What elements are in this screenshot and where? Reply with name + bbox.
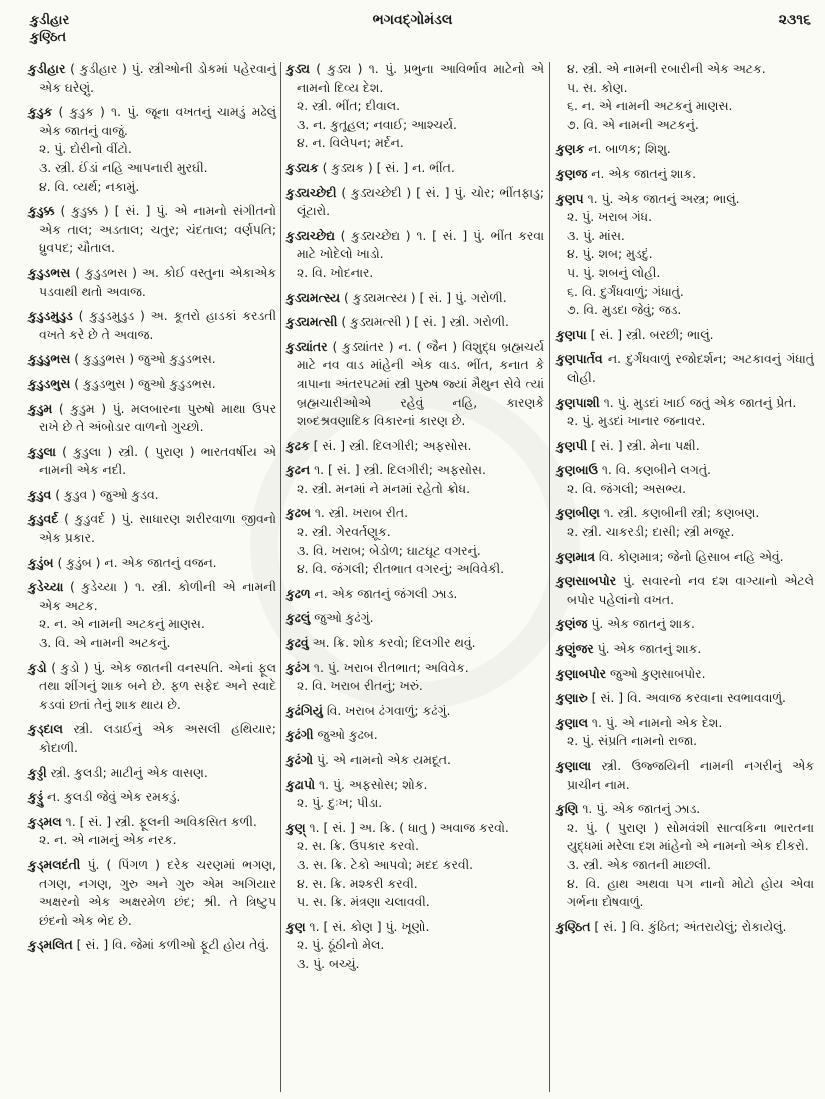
entry-main — [28, 813, 276, 832]
headword: કુણક — [556, 141, 585, 157]
headword: કુડુવર્દ — [28, 511, 59, 527]
headword: કુડ્દાલ — [28, 721, 63, 737]
definition: ૧. પું. એ નામનો એક દેશ. — [591, 714, 723, 730]
definition: ૧. પું. એક જાતનું અસ્ત્ર; ભાલું. — [587, 190, 740, 206]
definition: ( કુડુક ) ૧. પું. જૂના વખતનું ચામડું મઢેલું એક જાતનું વાજું. — [39, 104, 276, 138]
headword: કુણુંજર — [556, 641, 594, 657]
definition: જુઓ કુણસાબપોર. — [610, 665, 706, 681]
definition: [ સં. ] વિ. જેમાં કળીઓ ફૂટી હોય તેવું. — [76, 937, 270, 953]
definition: ( કુડ્યચ્છેદ્ય ) ૧. [ સં. ] પું. ભીંત કરવા માટે ખોદેલો ખાડો. — [297, 227, 544, 262]
dictionary-entry — [556, 757, 814, 794]
headword: કુણબીણ — [556, 505, 600, 521]
definition: પું. ( પિંગળ ) દરેક ચરણમાં ભગણ, તગણ, નગણ, ગુરુ અને ગુરુ એમ અગિયાર અક્ષરનો એક અક્ષરમેળ છંદ; શ્રી. તે ત્રિષ્ટુપ છંદનો એક ભેદ છે. — [39, 856, 276, 928]
sense-line: ૨. સ. ક્રિ. ઉપકાર કરવો. — [297, 838, 419, 854]
definition: ૧. [ સં. ] સ્ત્રી. દિલગીરી; અફસોસ. — [314, 462, 486, 478]
headword: કુડેચ્યા — [28, 579, 64, 595]
headword: કુડુડુભસ — [28, 351, 71, 367]
sense-line: ૪. વિ. હાથ અથવા પગ નાનો મોટો હોય એવા ગર્ભના દોષવાળું. — [567, 875, 814, 910]
headword: કુડ્યક — [286, 159, 319, 175]
dictionary-entry — [556, 190, 814, 320]
definition: ( કુડુલા ) સ્ત્રી. ( પુરાણ ) ભારતવર્ષીય એ નામની એક નદી. — [39, 443, 276, 478]
dictionary-entry — [286, 776, 544, 813]
entry-main — [556, 640, 814, 659]
page-header — [0, 12, 825, 52]
definition: ૧. પું. એક જાતનું ઝાડ. — [582, 801, 701, 817]
headword: કુઢંગી — [286, 727, 314, 743]
headword: કુણાલ — [556, 714, 588, 730]
headword: કુણ્ઠિત — [556, 918, 591, 934]
entry-main — [286, 504, 544, 523]
entry-main — [556, 572, 814, 609]
headword: કુડ્યચ્છેદ્ય — [286, 227, 335, 243]
headword: કુણપાર્તવ — [556, 351, 603, 367]
headword: કુડુડભુસ — [28, 375, 71, 391]
definition: ( કુડીહાર ) પું. સ્ત્રીઓની ડોકમાં પહેરવાનું એક ઘરેણું. — [39, 61, 276, 95]
entry-main — [556, 689, 814, 708]
sense-line: ૪. ન. વિલેપન; મર્દન. — [297, 135, 404, 151]
entry-main — [28, 60, 276, 97]
headword: કુઢળ — [286, 585, 311, 601]
dictionary-entry — [286, 702, 544, 721]
headword: કુઢક — [286, 437, 310, 453]
definition: ૧. [ સં. ] અ. ક્રિ. ( ધાતુ ) અવાજ કરવો. — [309, 819, 509, 835]
headword: કુણજ — [556, 165, 588, 181]
sense-line: ૭. વિ. એ નામની અટકનું. — [567, 116, 699, 132]
headword: કુણપ — [556, 190, 584, 206]
definition: ( કુડુડભુસ ) જુઓ કુડુડભસ. — [74, 375, 216, 391]
dictionary-entry — [286, 159, 544, 178]
entry-main — [286, 702, 544, 721]
dictionary-entry — [556, 504, 814, 541]
definition: ૧. વિ. કણબીને લગતું. — [601, 462, 711, 478]
entry-main — [286, 227, 544, 264]
sense-line: ૪. વિ. વ્યર્થ; નકામું. — [39, 178, 140, 194]
dictionary-entry — [556, 918, 814, 937]
dictionary-entry — [286, 227, 544, 283]
entry-main — [286, 819, 544, 838]
entry-main — [556, 140, 814, 159]
definition: ૧. [ સં. કોણ ] પું. ખૂણો. — [309, 918, 430, 934]
entry-main — [286, 60, 544, 97]
headword: કુડ્ડું — [28, 789, 44, 805]
definition: ( કુડુડમુડુડ ) અ. કૂતરો હાડકાં કરડતી વખતે કરે છે તે અવાજ. — [39, 308, 276, 342]
definition: ( કુડુમ ) પું. મલબારના પુરુષો માથા ઉપર રાખે છે તે અંબોડાર વાળનો ગુચ્છો. — [39, 400, 276, 435]
headword: કુઢલું — [286, 610, 311, 626]
definition: અ. ક્રિ. શોક કરવો; દિલગીર થવું. — [312, 635, 476, 651]
definition: ૧. સ્ત્રી. ખરાબ રીત. — [314, 505, 409, 521]
entry-main — [556, 190, 814, 209]
dictionary-entry — [556, 326, 814, 345]
headword: કુડ્યચ્છેદી — [286, 184, 337, 200]
sense-line: ૩. વિ. એ નામની અટકનું. — [39, 635, 171, 651]
dictionary-entry — [286, 313, 544, 332]
entry-main — [556, 615, 814, 634]
headword: કુડ્મલદંતી — [28, 856, 81, 872]
dictionary-entry — [28, 720, 276, 757]
headword: કુણપાશી — [556, 394, 600, 410]
sense-line: ૩. સ. ક્રિ. ટેકો આપવો; મદદ કરવી. — [297, 856, 474, 872]
sense-line: ૭. વિ. મુડદા જેવું; જડ. — [567, 302, 682, 318]
entry-main — [286, 437, 544, 456]
dictionary-entry — [28, 764, 276, 783]
headword: કુડ્મલ — [28, 813, 62, 829]
definition: ( કુડ્યક ) [ સં. ] ન. ભીંત. — [322, 159, 455, 175]
sense-line: ૨. સ્ત્રી. ચાકરડી; દાસી; સ્ત્રી મજૂર. — [567, 524, 735, 540]
headword: કુણમાત્ર — [556, 548, 595, 564]
entry-main — [286, 289, 544, 308]
headword: કુણ્ — [286, 819, 306, 835]
dictionary-entry — [28, 103, 276, 196]
headword: કુડ્ય — [286, 61, 310, 76]
entry-main — [28, 307, 276, 344]
sense-line: ૩. પું. માંસ. — [567, 227, 625, 243]
entry-main — [286, 609, 544, 628]
page-number: ૨૩૧૬ — [778, 12, 811, 28]
dictionary-entry — [556, 548, 814, 567]
sense-line: ૨. સ્ત્રી. ભીંત; દીવાલ. — [297, 98, 401, 114]
definition: ન. દુર્ગંધવાળું રજોદર્શન; અટકાવનું ગંધાતું લોહી. — [567, 351, 814, 385]
sense-line: ૫. સ. ક્રિ. મંત્રણા ચલાવવી. — [297, 894, 430, 910]
definition: ( કુડો ) પું. એક જાતની વનસ્પતિ. એનાં ફૂલ તથા શીંગનું શાક બને છે. ફળ સફેદ અને સ્વાદે કડવાં છતાં તેનું શાક થાય છે. — [39, 659, 276, 712]
definition: [ સં. ] સ્ત્રી. દિલગીરી; અફસોસ. — [313, 437, 472, 453]
dictionary-entry — [286, 609, 544, 628]
headword: કુઢંગો — [286, 752, 314, 767]
dictionary-entry — [556, 640, 814, 659]
sense-line: ૨. પું. સંપ્રતિ નામનો રાજા. — [567, 733, 698, 749]
sense-line: ૨. સ્ત્રી. મનમાં ને મનમાં રહેતો ક્રોધ. — [297, 480, 471, 496]
entry-main — [28, 103, 276, 140]
entry-main — [28, 936, 276, 955]
guide-word-first: કુડીહાર — [30, 13, 70, 28]
sense-line: ૪. વિ. જંગલી; રીતભાત વગરનું; અવિવેકી. — [297, 561, 505, 577]
entry-main — [28, 400, 276, 437]
definition: ૧. સ્ત્રી. કણબીની સ્ત્રી; કણબણ. — [603, 505, 760, 521]
headword: કુડ્યમત્સી — [286, 314, 338, 330]
entry-main — [28, 202, 276, 258]
dictionary-entry — [556, 165, 814, 184]
dictionary-entry — [556, 350, 814, 387]
definition: ( કુડુક્ક ) [ સં. ] પું. એ નામનો સંગીતનો એક તાલ; અડતાલ; ચતુર; ચંદતાલ; વર્ણપતિ; ધ્રુવપદ; ચૌતાલ. — [39, 203, 276, 256]
entry-main — [556, 350, 814, 387]
sense-line: ૨. વિ. ખોદનાર. — [297, 264, 374, 280]
dictionary-entry — [286, 918, 544, 974]
dictionary-entry — [286, 634, 544, 653]
dictionary-entry — [286, 751, 544, 770]
headword: કુણપા — [556, 326, 587, 342]
dictionary-entry — [556, 394, 814, 431]
entry-main — [556, 918, 814, 937]
entry-main — [28, 764, 276, 783]
definition: ( કુડ્ય ) ૧. પું. પ્રભુના આવિર્ભાવ માટેનો એ નામનો દિવ્ય દેશ. — [297, 61, 544, 95]
definition: ૧. પું. ખરાબ રીતભાત; અવિવેક. — [313, 659, 469, 675]
entry-main — [286, 585, 544, 604]
headword: કુડ્મલિત — [28, 937, 73, 953]
entry-main — [28, 578, 276, 615]
sense-line: ૪. પું. શબ; મુડદું. — [567, 246, 653, 262]
definition: ( કુડુડુભસ ) જુઓ કુડુડભસ. — [74, 351, 216, 367]
entry-main — [28, 375, 276, 394]
dictionary-entry — [286, 461, 544, 498]
dictionary-entry — [28, 443, 276, 480]
entry-main — [556, 437, 814, 456]
headword: કુણબાઉ — [556, 462, 598, 478]
definition: સ્ત્રી. કુલડી; માટીનું એક વાસણ. — [50, 764, 208, 780]
dictionary-entry — [286, 819, 544, 912]
definition: ( કુડુવર્દ ) પું. સાધારણ શરીરવાળા જીવનો એક પ્રકાર. — [39, 511, 276, 546]
dictionary-entry — [286, 659, 544, 696]
dictionary-entry — [556, 572, 814, 609]
headword: કુડુવ — [28, 486, 52, 502]
dictionary-entry — [556, 800, 814, 912]
definition: [ સં. ] સ્ત્રી. બરછી; ભાલું. — [590, 326, 714, 342]
entry-main — [556, 326, 814, 345]
entry-main — [286, 918, 544, 937]
definition: પું. એક જાતનું શાક. — [591, 616, 695, 632]
definition: સ્ત્રી. ઉજ્જયિની નામની નગરીનું એક પ્રાચીન નામ. — [567, 758, 814, 792]
entry-main — [556, 548, 814, 567]
dictionary-entry — [556, 665, 814, 684]
headword: કુડુમ — [28, 400, 53, 416]
headword: કુડ્યમત્સ્ય — [286, 289, 341, 305]
dictionary-entry — [28, 486, 276, 505]
sense-line: ૨. પું. ઠૂંઠીનો મેલ. — [297, 937, 385, 953]
dictionary-entry — [286, 437, 544, 456]
column-divider — [280, 62, 281, 1092]
dictionary-entry — [28, 307, 276, 344]
dictionary-entry — [28, 350, 276, 369]
definition: ( કુડુડભસ ) અ. કોઈ વસ્તુના એકાએક પડવાથી થતો અવાજ. — [39, 264, 276, 299]
entry-main — [286, 659, 544, 678]
definition: પું. એ નામનો એક યમદૂત. — [317, 752, 451, 767]
sense-line: ૨. પું. ( પુરાણ ) સોમવંશી સાત્વકિના ભારતના યુદ્ધમાં મરેલા દશ માંહેનો એ નામનો એક દીકરો. — [567, 819, 814, 854]
entry-main — [28, 720, 276, 757]
headword: કુણ — [286, 918, 306, 934]
headword: કુઢાપો — [286, 776, 316, 792]
dictionary-entry — [28, 202, 276, 258]
definition: વિ. ખરાબ ઢંગવાળું; કઢંગું. — [326, 702, 451, 718]
headword: કુડુક — [28, 104, 53, 120]
dictionary-entry — [556, 437, 814, 456]
entry-main — [556, 665, 814, 684]
definition: ( કુડ્યમત્સ્ય ) [ સં. ] પું. ગરોળી. — [344, 289, 507, 305]
dictionary-entry — [286, 585, 544, 604]
entry-main — [28, 510, 276, 547]
sense-line: ૬. વિ. દુર્ગંધવાળું; ગંધાતું. — [567, 283, 684, 299]
headword: કુડુક્ક — [28, 203, 55, 219]
entry-main — [28, 788, 276, 807]
headword: કુઢંગ — [286, 659, 310, 675]
sense-line: ૫. સ. કોણ. — [567, 79, 628, 95]
headword: કુઢબ — [286, 505, 311, 521]
definition: [ સં. ] સ્ત્રી. મેના પક્ષી. — [591, 437, 700, 453]
definition: ( કુડ્યાંતર ) ન. ( જૈન ) વિશુદ્ધ બ્રહ્મચર્ય માટે નવ વાડ માંહેની એક વાડ. ભીંત, કનાત કે ત્રાપાના અંતરપટમાં સ્ત્રી પુરુષ જ્યાં મૈથુન સેવે ત્યાં બ્રહ્મચારીઓએ રહેવું નહિ, કારણકે શબ્દશ્રવણાદિક વિકારનાં કારણ છે. — [297, 338, 544, 429]
sense-line: ૨. સ્ત્રી. ગેરવર્તણૂક. — [297, 524, 391, 540]
entry-main — [286, 159, 544, 178]
dictionary-entry — [286, 726, 544, 745]
entry-main — [28, 264, 276, 301]
guide-word-last: કુણ્ઠિત — [30, 30, 67, 45]
definition: ( કુડેચ્યા ) ૧. સ્ત્રી. કોળીની એ નામની એક અટક. — [39, 579, 276, 613]
entry-main — [556, 757, 814, 794]
sense-line: ૩. સ્ત્રી. ઈંડાં નહિ આપનારી મુરઘી. — [39, 159, 208, 175]
entry-main — [28, 554, 276, 573]
column-2 — [286, 60, 544, 980]
dictionary-entry — [28, 510, 276, 547]
headword: કુઢંગિયું — [286, 702, 323, 718]
sense-line: ૪. સ. ક્રિ. મશ્કરી કરવી. — [297, 875, 418, 891]
definition: ( કુડ્યમત્સી ) [ સં. ] સ્ત્રી. ગરોળી. — [341, 314, 509, 330]
entry-main — [286, 461, 544, 480]
sense-line: ૨. પું. દુઃખ; પીડા. — [297, 795, 383, 811]
entry-main — [286, 184, 544, 221]
dictionary-entry — [28, 578, 276, 652]
entry-main — [28, 443, 276, 480]
dictionary-entry — [286, 504, 544, 578]
sense-line: ૨. વિ. ખરાબ રીતનું; ખરું. — [297, 678, 423, 694]
headword: કુણસાબપોર — [556, 573, 617, 589]
dictionary-entry — [556, 461, 814, 498]
sense-line: ૨. પું. ખરાબ ગંધ. — [567, 209, 653, 225]
entry-main — [286, 776, 544, 795]
entry-main — [286, 726, 544, 745]
column-3 — [556, 60, 814, 942]
headword: કુડુડમુડુડ — [28, 308, 73, 324]
headword: કુડ્ડી — [28, 764, 47, 780]
definition: પું. એક જાતનું શાક. — [597, 641, 702, 657]
column-1 — [28, 60, 276, 961]
definition: ન. એક જાતનું જંગલી ઝાડ. — [314, 585, 458, 601]
continued-entry — [556, 60, 814, 134]
headword: કુડુલા — [28, 443, 56, 459]
dictionary-entry — [28, 554, 276, 573]
definition: વિ. કોણમાત્ર; જેનો હિસાબ નહિ એવું. — [598, 548, 784, 564]
dictionary-entry — [286, 60, 544, 153]
dictionary-entry — [28, 659, 276, 715]
sense-line: ૫. પું. શબનું લોહી. — [567, 264, 661, 280]
definition: ૧. પું. અફસોસ; શોક. — [319, 776, 428, 792]
sense-line: ૨. ન. એ નામનું એક નરક. — [39, 832, 177, 848]
definition: ( કુડુવ ) જુઓ કુડવ. — [55, 486, 159, 502]
definition: ન. કુલડી જેવું એક રમકડું. — [47, 789, 181, 805]
sense-line: ૩. વિ. ખરાબ; બેડોળ; ઘાટઘૂટ વગરનું. — [297, 542, 481, 558]
definition: જુઓ કુઢબ. — [317, 727, 378, 743]
dictionary-entry — [556, 689, 814, 708]
dictionary-entry — [28, 788, 276, 807]
entry-main — [556, 394, 814, 413]
entry-main — [556, 504, 814, 523]
definition: ૧. પું. મુડદાં ખાઈ જતું એક જાતનું પ્રેત. — [603, 394, 797, 410]
sense-line: ૨. પું. દોરીનો વીંટો. — [39, 141, 132, 157]
sense-line: ૨. ન. એ નામની અટકનું માણસ. — [39, 616, 205, 632]
dictionary-entry — [286, 289, 544, 308]
dictionary-entry — [28, 264, 276, 301]
dictionary-entry — [28, 813, 276, 850]
headword: કુણારુ — [556, 690, 588, 706]
definition: પું. સવારનો નવ દશ વાગ્યાનો એટલે બપોર પહેલાંનો વખત. — [567, 573, 814, 607]
dictionary-entry — [28, 856, 276, 930]
page-title: ભગવદ્ગોમંડલ — [372, 12, 453, 28]
entry-main — [286, 313, 544, 332]
entry-main — [286, 338, 544, 431]
dictionary-entry — [28, 375, 276, 394]
entry-main — [556, 800, 814, 819]
sense-line: ૩. ન. કુતૂહલ; નવાઈ; આશ્ચર્ય. — [297, 116, 457, 132]
definition: ન. બાળક; શિશુ. — [588, 141, 671, 157]
definition: ( કુડુંબ ) ન. એક જાતનું વજન. — [57, 554, 217, 570]
headword: કુણિ — [556, 801, 579, 817]
dictionary-entry — [286, 338, 544, 431]
entry-main — [556, 714, 814, 733]
headword: કુડો — [28, 659, 47, 675]
headword: કુણંજ — [556, 616, 588, 632]
definition: ૧. [ સં. ] સ્ત્રી. ફૂલની અવિકસિત કળી. — [65, 813, 257, 829]
entry-main — [286, 634, 544, 653]
headword: કુણાલા — [556, 758, 591, 773]
dictionary-entry — [286, 184, 544, 221]
headword: કુડુડભસ — [28, 264, 71, 280]
headword: કુડીહાર — [28, 61, 66, 76]
entry-main — [28, 350, 276, 369]
entry-main — [28, 659, 276, 715]
definition: [ સં. ] વિ. કુંઠિત; અંતરાયેલું; રોકાયેલું. — [594, 918, 787, 934]
entry-main — [556, 461, 814, 480]
headword: કુઢવું — [286, 635, 309, 651]
dictionary-entry — [28, 936, 276, 955]
dictionary-entry — [556, 714, 814, 751]
headword: કુઢન — [286, 462, 311, 478]
headword: કુણાબપોર — [556, 665, 607, 681]
sense-line: ૩. સ્ત્રી. એક જાતની માછલી. — [567, 856, 711, 872]
sense-line: ૨. પું. મુડદાં ખાનાર જનાવર. — [567, 413, 706, 429]
sense-line: ૬. ન. એ નામની અટકનું માણસ. — [567, 98, 733, 114]
definition: જુઓ કુઢંગું. — [314, 610, 374, 626]
definition: ( કુડ્યચ્છેદી ) [ સં. ] પું. ચોર; ભીંતફાડુ; લૂંટારો. — [297, 184, 544, 219]
headword: કુડુંબ — [28, 554, 54, 570]
column-divider — [549, 62, 550, 1092]
headword: કુણપી — [556, 437, 588, 453]
dictionary-entry — [28, 60, 276, 97]
sense-line: ૩. પું. બચ્ચું. — [297, 955, 360, 971]
entry-main — [556, 165, 814, 184]
definition: સ્ત્રી. લડાઈનું એક અસલી હથિયાર; કોદાળી. — [39, 721, 276, 755]
definition: ન. એક જાતનું શાક. — [591, 165, 697, 181]
entry-main — [286, 751, 544, 770]
dictionary-entry — [556, 615, 814, 634]
entry-main — [28, 856, 276, 930]
entry-main — [28, 486, 276, 505]
sense-line: ૪. સ્ત્રી. એ નામની રબારીની એક અટક. — [567, 61, 766, 76]
dictionary-entry — [28, 400, 276, 437]
sense-line: ૨. વિ. જંગલી; અસભ્ય. — [567, 480, 687, 496]
dictionary-entry — [556, 140, 814, 159]
headword: કુડ્યાંતર — [286, 338, 328, 354]
definition: [ સં. ] વિ. અવાજ કરવાના સ્વભાવવાળું. — [591, 690, 786, 706]
